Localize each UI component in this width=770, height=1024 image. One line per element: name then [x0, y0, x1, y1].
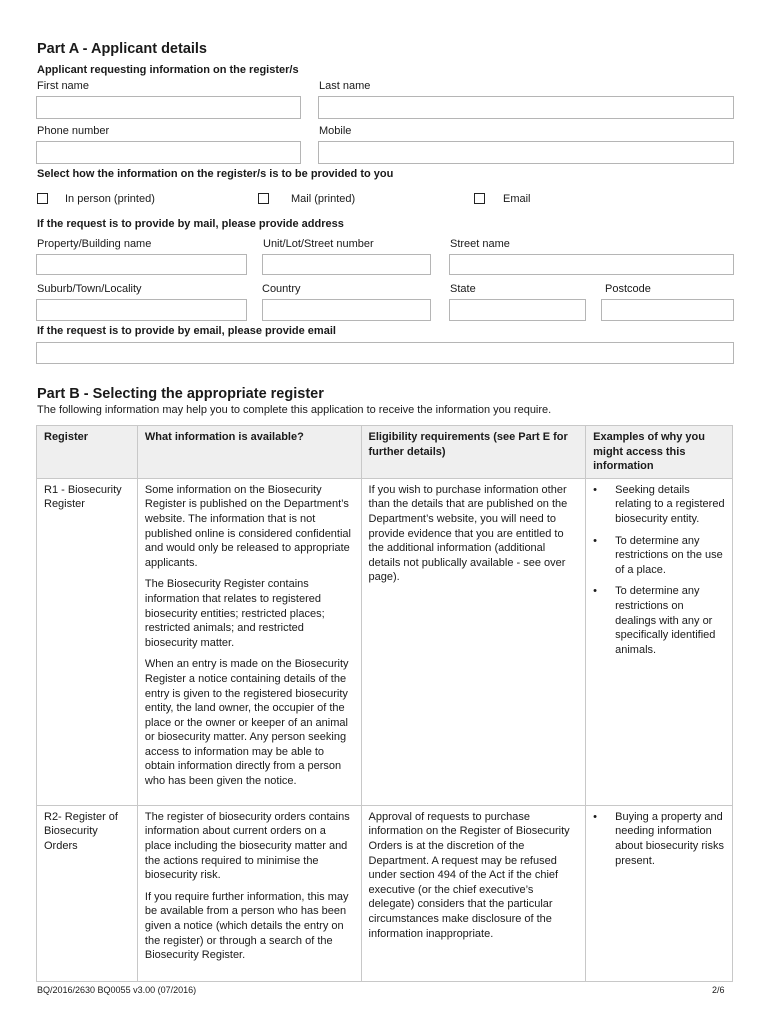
example-item: • To determine any restrictions on the use of a place. — [593, 534, 725, 578]
mail-heading: If the request is to provide by mail, please provide address — [37, 218, 344, 230]
mobile-label: Mobile — [319, 125, 352, 137]
mobile-field[interactable] — [318, 141, 734, 164]
eligibility-requirements: Approval of requests to purchase information on the Register of Biosecurity Orders is at the discretion of the Department. A request may be refused under section 494 of the Act if the chief executive (or the chief executive’s delegate) considers that the particular circumstances make disclosure of the information inappropriate. — [361, 805, 586, 981]
example-item: • Seeking details relating to a registered biosecurity entity. — [593, 483, 725, 527]
access-examples — [586, 805, 733, 981]
information-paragraph: When an entry is made on the Biosecurity Register a notice containing details of the entry is given to the registered biosecurity entity, the land owner, the occupier of the place or the owner or keeper of an animal or biosecurity matter. Any person seeking access to information may be able to obtain information directly from a person who has been given the notice. — [144, 658, 349, 788]
register-information — [137, 478, 361, 805]
part-b-title: Part B - Selecting the appropriate register — [37, 386, 324, 402]
register-name: R1 - Biosecurity Register — [37, 478, 138, 805]
postcode-label: Postcode — [605, 283, 651, 295]
header-eligibility: Eligibility requirements (see Part E for further details) — [361, 426, 586, 479]
first-name-label: First name — [37, 80, 89, 92]
header-information: What information is available? — [137, 426, 361, 479]
state-field[interactable] — [449, 299, 586, 321]
unit-label: Unit/Lot/Street number — [263, 238, 374, 250]
information-paragraph: If you require further information, this may be available from a person who has been given a notice (which details the entry on the register) or through a search of the Biosecurity Register. — [144, 890, 349, 962]
register-information — [137, 805, 361, 981]
unit-field[interactable] — [262, 254, 431, 275]
part-a-title: Part A - Applicant details — [37, 41, 207, 57]
postcode-field[interactable] — [601, 299, 734, 321]
email-option-label: Email — [503, 193, 531, 205]
first-name-field[interactable] — [36, 96, 301, 119]
mail-checkbox[interactable] — [258, 193, 269, 204]
country-label: Country — [262, 283, 301, 295]
example-item: • Buying a property and needing information about biosecurity risks present. — [593, 810, 725, 868]
mail-label: Mail (printed) — [291, 193, 356, 205]
information-paragraph: The Biosecurity Register contains information that relates to registered biosecurity entities; restricted places; restricted animals; and restricted biosecurity matter. — [144, 578, 325, 649]
document-code: BQ/2016/2630 BQ0055 v3.00 (07/2016) — [37, 985, 197, 995]
state-label: State — [450, 283, 476, 295]
register-name: R2- Register of Biosecurity Orders — [37, 805, 138, 981]
header-examples: Examples of why you might access this information — [586, 426, 733, 479]
provide-heading: Select how the information on the register/s is to be provided to you — [37, 168, 394, 180]
phone-label: Phone number — [37, 125, 110, 137]
table-row — [37, 478, 733, 805]
email-heading: If the request is to provide by email, please provide email — [37, 325, 336, 337]
table-row — [37, 805, 733, 981]
email-checkbox[interactable] — [474, 193, 485, 204]
in-person-checkbox[interactable] — [37, 193, 48, 204]
suburb-field[interactable] — [36, 299, 247, 321]
information-paragraph: Some information on the Biosecurity Register is published on the Department’s website. The information that is not published online is considered confidential and would only be released to appropriate applicants. — [144, 483, 351, 569]
register-table — [36, 425, 733, 982]
information-paragraph: The register of biosecurity orders contains information about current orders on a place including the biosecurity matter and the actions required to minimise the biosecurity risk. — [144, 810, 350, 882]
part-b-intro: The following information may help you to complete this application to receive the information you require. — [37, 404, 552, 416]
access-examples — [586, 478, 733, 805]
country-field[interactable] — [262, 299, 431, 321]
last-name-field[interactable] — [318, 96, 734, 119]
last-name-label: Last name — [319, 80, 371, 92]
street-field[interactable] — [449, 254, 734, 275]
table-header-row — [37, 426, 733, 479]
in-person-label: In person (printed) — [65, 193, 155, 205]
street-label: Street name — [450, 238, 510, 250]
example-item: • To determine any restrictions on dealings with any or specifically identified animals. — [593, 584, 725, 657]
property-label: Property/Building name — [37, 238, 152, 250]
property-field[interactable] — [36, 254, 247, 275]
phone-field[interactable] — [36, 141, 301, 164]
email-field[interactable] — [36, 342, 734, 364]
page-number: 2/6 — [712, 985, 725, 995]
eligibility-requirements: If you wish to purchase information other than the details that are published on the Department’s website, you will need to provide evidence that you are entitled to the additional information (additional details not publically available - see over page). — [361, 478, 586, 805]
applicant-heading: Applicant requesting information on the register/s — [37, 64, 299, 76]
suburb-label: Suburb/Town/Locality — [37, 283, 142, 295]
header-register: Register — [37, 426, 138, 479]
